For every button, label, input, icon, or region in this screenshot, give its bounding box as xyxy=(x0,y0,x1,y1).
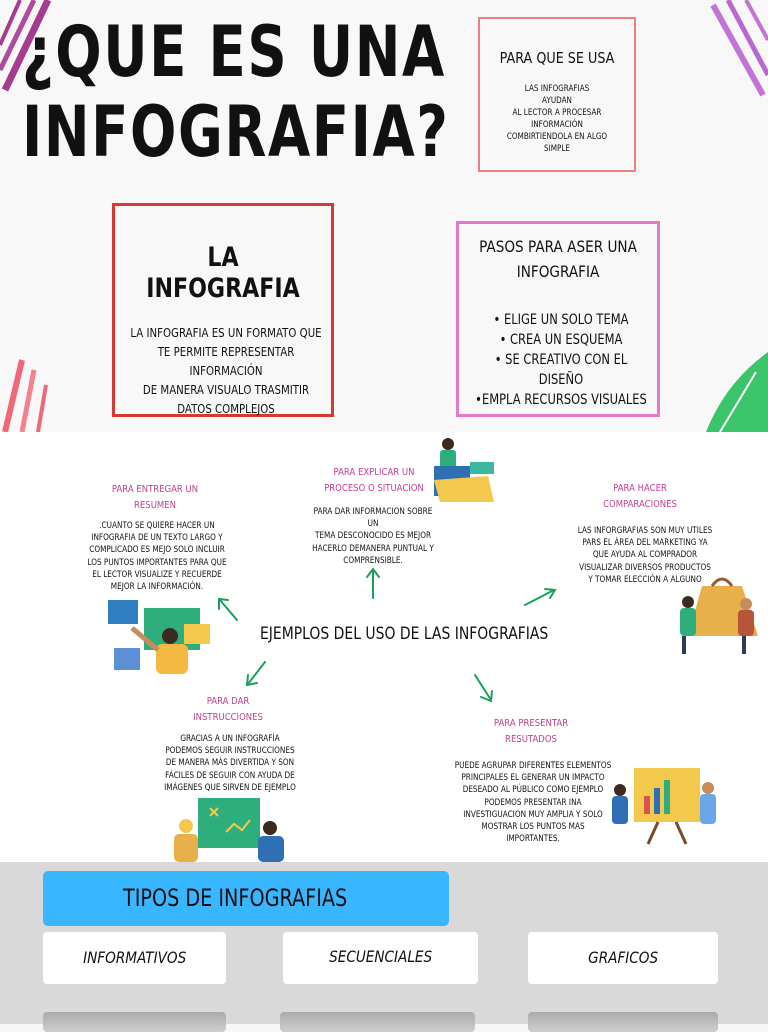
text-line: COMPLICADO ES MEJO SOLO INCLUIR xyxy=(89,545,225,556)
heading-line: INSTRUCCIONES xyxy=(193,712,263,723)
arrow-icon xyxy=(525,589,555,605)
card-label: SECUENCIALES xyxy=(328,947,433,966)
brush-stroke-pink-icon xyxy=(0,350,55,432)
heading-line: PARA HACER xyxy=(613,483,667,494)
text-line: INVESTIGUACION MUY AMPLIA Y SOLO xyxy=(463,809,603,820)
title-line-2: INFOGRAFIA? xyxy=(22,91,450,173)
text-line: TEMA DESCONOCIDO ES MEJOR xyxy=(314,531,432,542)
resultados-text xyxy=(454,760,612,845)
text-line: PRINCIPALES EL GENERAR UN IMPACTO xyxy=(461,773,605,784)
text-line: VISUALIZAR DIVERSOS PRODUCTOS xyxy=(579,562,711,573)
title-line-1: ¿QUE ES UNA xyxy=(22,11,446,93)
tipo-card-informativos xyxy=(43,932,226,984)
grey-panel xyxy=(528,1012,718,1032)
text-line: .CUANTO SE QUIERE HACER UN xyxy=(99,521,215,531)
brush-stroke-purple-icon xyxy=(708,0,768,100)
text-line: QUE AYUDA AL COMPRADOR xyxy=(592,550,698,561)
tipo-card-secuenciales xyxy=(283,932,478,984)
pasos-list xyxy=(471,310,651,410)
page-title xyxy=(22,11,450,173)
text-line: MOSTRAR LOS PUNTOS MAS xyxy=(481,822,585,833)
box-heading: LA INFOGRAFIA xyxy=(146,242,300,304)
arrow-icon xyxy=(367,569,379,598)
text-line: TE PERMITE REPRESENTAR INFORMACIÓN xyxy=(157,345,295,378)
resumen-text xyxy=(75,520,240,593)
box-text xyxy=(127,324,326,419)
arrow-icon xyxy=(475,675,492,701)
pasos-box xyxy=(456,221,660,417)
resultados-heading xyxy=(488,716,575,748)
box-text xyxy=(503,83,610,155)
la-infografia-box xyxy=(112,203,334,417)
text-line: PODEMOS SEGUIR INSTRUCCIONES xyxy=(165,746,295,757)
text-line: PODEMOS PRESENTAR INA xyxy=(484,797,582,808)
text-line: LAS INFOGRAFIAS xyxy=(524,84,590,94)
text-line: PARS EL ÁREA DEL MARKETING YA xyxy=(582,538,708,549)
text-line: AL LECTOR A PROCESAR xyxy=(512,108,602,118)
instrucciones-text xyxy=(160,733,299,794)
box-heading xyxy=(474,234,642,284)
text-line: INFORMACIÓN xyxy=(531,120,583,130)
proceso-text xyxy=(309,506,437,567)
grey-panel xyxy=(43,1012,226,1032)
heading-line: RESUMEN xyxy=(134,500,176,511)
heading-line: PASOS PARA ASER UNA xyxy=(479,237,637,256)
heading-line: PROCESO O SITUACION xyxy=(324,483,424,494)
heading-line: PARA EXPLICAR UN xyxy=(333,467,415,478)
heading-line: INFOGRAFIA xyxy=(516,262,600,281)
resumen-heading xyxy=(101,482,208,514)
text-line: EL LECTOR VISUALIZE Y RECUERDE xyxy=(92,569,222,580)
text-line: FÁCILES DE SEGUIR CON AYUDA DE xyxy=(165,770,295,781)
comparaciones-heading xyxy=(598,481,683,513)
text-line: IMPORTANTES. xyxy=(506,834,560,845)
illustration-presenter-icon xyxy=(108,598,214,676)
heading-line: PARA DAR xyxy=(206,696,250,707)
text-line: LOS PUNTOS IMPORTANTES PARA QUE xyxy=(87,557,227,568)
box-heading: PARA QUE SE USA xyxy=(499,49,615,67)
text-line: LA INFOGRAFIA ES UN FORMATO QUE xyxy=(130,326,322,340)
heading-line: PARA PRESENTAR xyxy=(493,718,569,729)
text-line: MEJOR LA INFORMACIÓN. xyxy=(110,582,204,593)
para-que-se-usa-box xyxy=(478,17,636,172)
illustration-shoppers-icon xyxy=(672,576,762,658)
illustration-workers-icon xyxy=(430,436,498,506)
proceso-heading xyxy=(321,465,426,497)
text-line: SIMPLE xyxy=(544,144,570,154)
text-line: COMBIRTIENDOLA EN ALGO xyxy=(506,132,608,142)
text-line: DE MANERA VISUALO TRASMITIR xyxy=(142,383,310,397)
text-line: Y TOMAR ELECCIÓN A ALGUNO xyxy=(588,574,702,585)
card-label: INFORMATIVOS xyxy=(82,948,187,967)
examples-title: EJEMPLOS DEL USO DE LAS INFOGRAFIAS xyxy=(260,624,549,644)
text-line: IMÁGENES QUE SIRVEN DE EJEMPLO xyxy=(164,782,296,793)
text-line: PUEDE AGRUPAR DIFERENTES ELEMENTOS xyxy=(454,761,612,771)
heading-line: RESUTADOS xyxy=(505,734,557,745)
text-line: AYUDAN xyxy=(542,96,572,106)
list-item: • ELIGE UN SOLO TEMA xyxy=(493,312,629,328)
text-line: INFOGRAFIA DE UN TEXTO LARGO Y xyxy=(91,533,223,544)
text-line: COMPRENSIBLE. xyxy=(343,555,403,566)
text-line: PARA DAR INFORMACION SOBRE UN xyxy=(313,507,433,530)
card-label: GRAFICOS xyxy=(588,948,658,967)
text-line: DATOS COMPLEJOS xyxy=(177,402,275,416)
illustration-teachers-icon xyxy=(168,798,292,862)
instrucciones-heading xyxy=(186,694,271,726)
list-item: •EMPLA RECURSOS VISUALES xyxy=(475,392,647,408)
heading-line: PARA ENTREGAR UN xyxy=(111,484,199,495)
arrow-icon xyxy=(219,599,237,620)
text-line: LAS INFORGRAFIAS SON MUY UTILES xyxy=(577,526,713,536)
text-line: DE MANERA MÁS DIVERTIDA Y SON xyxy=(165,758,295,769)
tipos-header xyxy=(43,871,449,926)
arrow-icon xyxy=(247,662,265,685)
illustration-chart-presenters-icon xyxy=(608,766,720,846)
list-item: • SE CREATIVO CON EL DISEÑO xyxy=(494,352,628,388)
tipos-header-label: TIPOS DE INFOGRAFIAS xyxy=(123,884,348,912)
grey-panel xyxy=(280,1012,475,1032)
brush-stroke-green-icon xyxy=(706,352,768,432)
tipo-card-graficos xyxy=(528,932,718,984)
text-line: HACERLO DEMANERA PUNTUAL Y xyxy=(312,543,434,554)
text-line: GRACIAS A UN INFOGRAFÍA xyxy=(180,734,280,744)
text-line: DESEADO AL PÚBLICO COMO EJEMPLO xyxy=(462,785,604,796)
heading-line: COMPARACIONES xyxy=(603,499,677,510)
list-item: • CREA UN ESQUEMA xyxy=(499,332,623,348)
